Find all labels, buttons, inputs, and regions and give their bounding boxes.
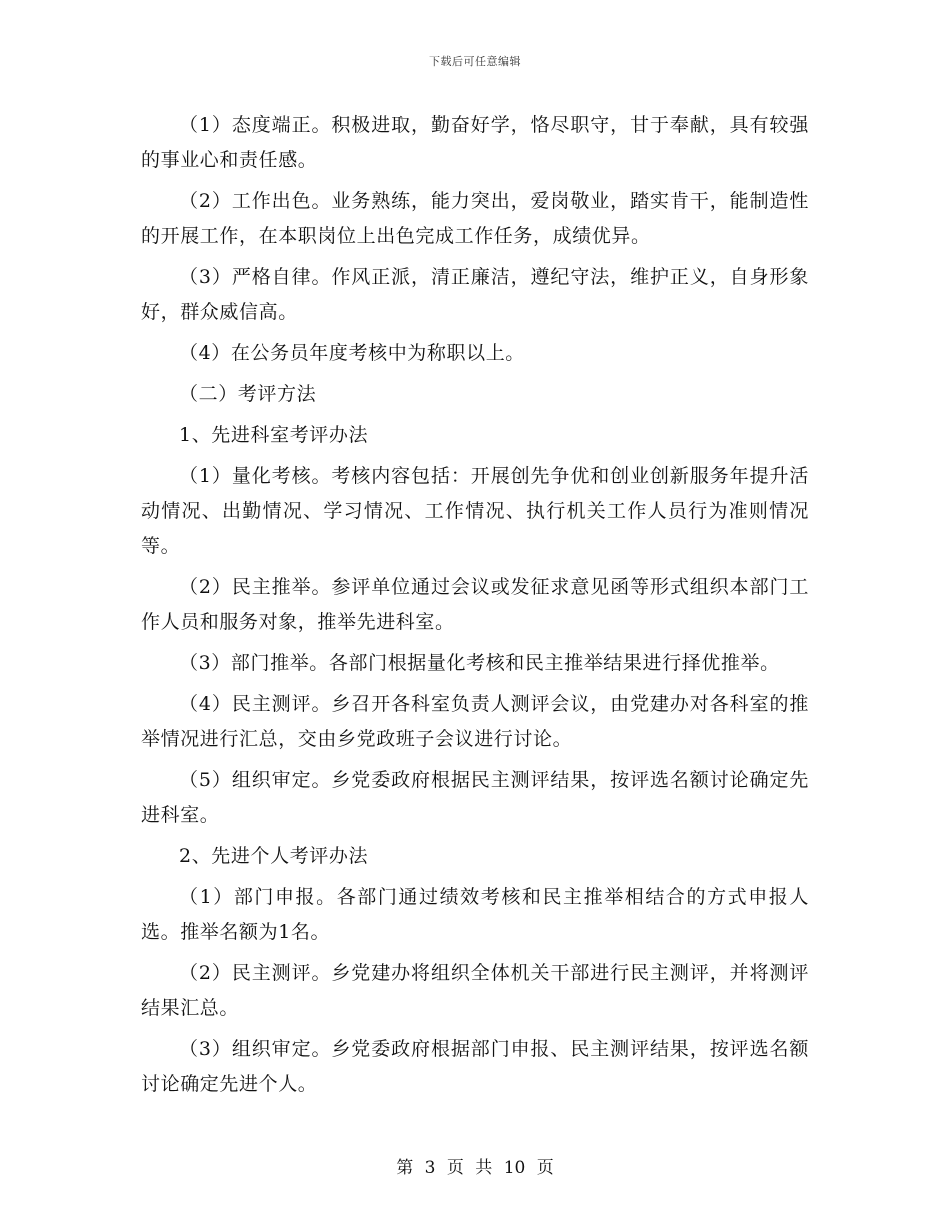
- paragraph-organizational-review: （5）组织审定。乡党委政府根据民主测评结果，按评选名额讨论确定先进科室。: [141, 769, 809, 826]
- page-header: 下载后可任意编辑: [429, 55, 521, 68]
- subheading-individual-evaluation: 2、先进个人考评办法: [179, 845, 369, 867]
- paragraph-democratic-nomination: （2）民主推举。参评单位通过会议或发征求意见函等形式组织本部门工作人员和服务对象，推举先进科室。: [141, 576, 809, 633]
- section-heading-methods: （二）考评方法: [179, 383, 317, 405]
- document-body: [141, 108, 809, 1108]
- paragraph-criteria-discipline: （3）严格自律。作风正派，清正廉洁，遵纪守法，维护正义，自身形象好，群众威信高。: [141, 266, 809, 323]
- paragraph-quantitative-assessment: （1）量化考核。考核内容包括：开展创先争优和创业创新服务年提升活动情况、出勤情况、学习情况、工作情况、执行机关工作人员行为准则情况等。: [141, 465, 809, 557]
- page-number: 第 3 页 共 10 页: [396, 1158, 554, 1178]
- paragraph-department-application: （1）部门申报。各部门通过绩效考核和民主推举相结合的方式申报人选。推举名额为1名。: [141, 886, 809, 943]
- paragraph-department-nomination: （3）部门推举。各部门根据量化考核和民主推举结果进行择优推举。: [179, 652, 780, 674]
- paragraph-democratic-evaluation: （4）民主测评。乡召开各科室负责人测评会议，由党建办对各科室的推举情况进行汇总，交由乡党政班子会议进行讨论。: [141, 693, 809, 750]
- paragraph-criteria-attitude: （1）态度端正。积极进取，勤奋好学，恪尽职守，甘于奉献，具有较强的事业心和责任感。: [141, 114, 809, 171]
- paragraph-criteria-appraisal: （4）在公务员年度考核中为称职以上。: [179, 342, 525, 364]
- paragraph-individual-organizational-review: （3）组织审定。乡党委政府根据部门申报、民主测评结果，按评选名额讨论确定先进个人。: [141, 1038, 809, 1095]
- paragraph-criteria-work: （2）工作出色。业务熟练，能力突出，爱岗敬业，踏实肯干，能制造性的开展工作，在本职岗位上出色完成工作任务，成绩优异。: [141, 190, 809, 247]
- subheading-department-evaluation: 1、先进科室考评办法: [179, 424, 369, 446]
- paragraph-individual-democratic-evaluation: （2）民主测评。乡党建办将组织全体机关干部进行民主测评，并将测评结果汇总。: [141, 962, 809, 1019]
